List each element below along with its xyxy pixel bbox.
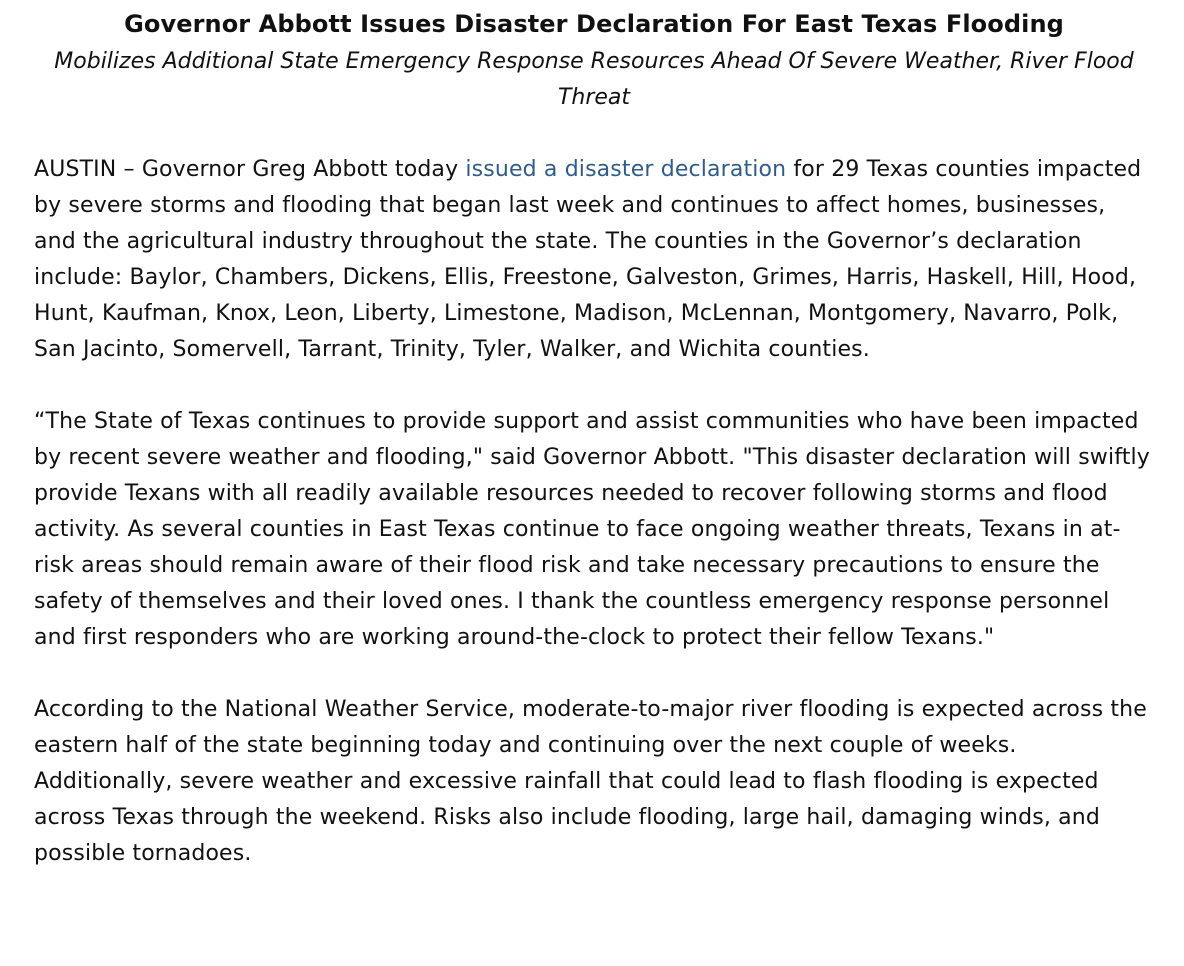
paragraph-quote: “The State of Texas continues to provide support and assist communities who have been impacted by recent severe weather and flooding," said Governor Abbott. "This disaster declaration will swiftly provide Texans with all readily available resources needed to recover following storms and flood activity. As several counties in East Texas continue to face ongoing weather threats, Texans in at-risk areas should remain aware of their flood risk and take necessary precautions to ensure the safety of themselves and their loved ones. I thank the countless emergency response personnel and first responders who are working around-the-clock to protect their fellow Texans.": [34, 409, 1150, 650]
subheadline: Mobilizes Additional State Emergency Response Resources Ahead Of Severe Weather, River Flood Threat: [54, 49, 1134, 110]
disaster-declaration-link[interactable]: issued a disaster declaration: [465, 157, 787, 182]
paragraph-weather-outlook: According to the National Weather Service, moderate-to-major river flooding is expected across the eastern half of the state beginning today and continuing over the next couple of weeks. Additionally, severe weather and excessive rainfall that could lead to flash flooding is expected across Texas through the weekend. Risks also include flooding, large hail, damaging winds, and possible tornadoes.: [34, 697, 1147, 866]
intro-text-after-link: for 29 Texas counties impacted by severe storms and flooding that began last week and continues to affect homes, businesses, and the agricultural industry throughout the state. The counties in the Governor’s declaration include: Baylor, Chambers, Dickens, Ellis, Freestone, Galveston, Grimes, Harris, Haskell, Hill, Hood, Hunt, Kaufman, Knox, Leon, Liberty, Limestone, Madison, McLennan, Montgomery, Navarro, Polk, San Jacinto, Somervell, Tarrant, Trinity, Tyler, Walker, and Wichita counties.: [34, 157, 1142, 362]
headline: Governor Abbott Issues Disaster Declaration For East Texas Flooding: [124, 10, 1064, 38]
intro-text-before-link: AUSTIN – Governor Greg Abbott today: [34, 157, 466, 182]
paragraph-intro: [34, 152, 1154, 368]
